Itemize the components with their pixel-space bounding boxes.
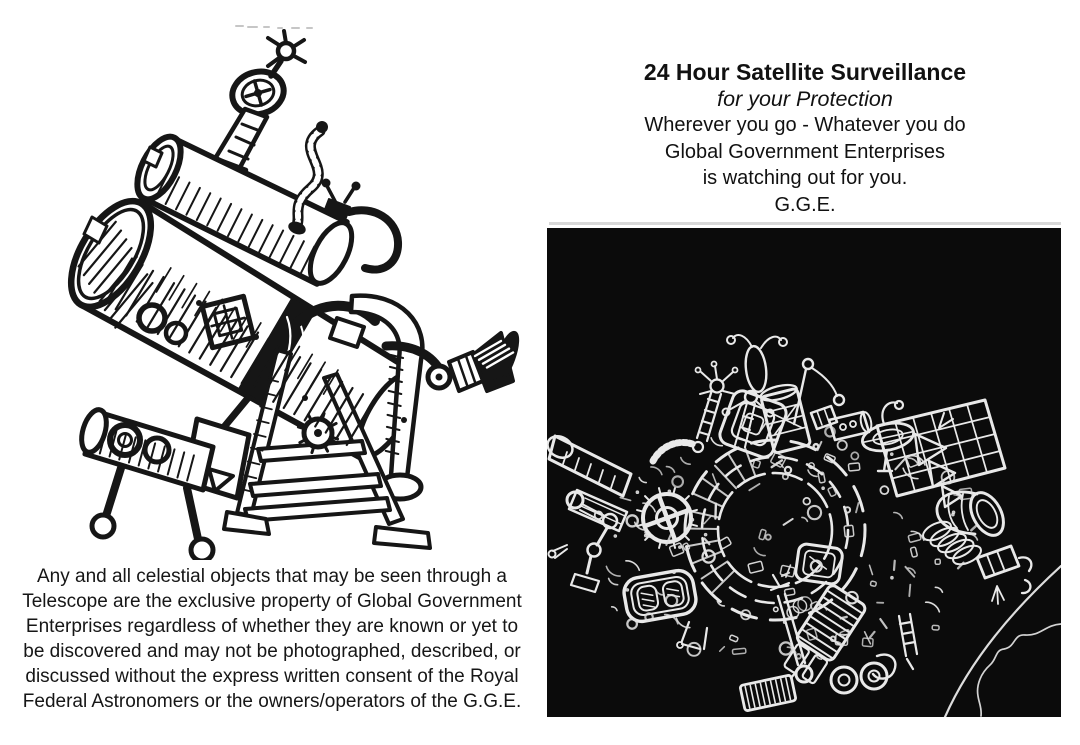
earth-horizon: [945, 566, 1061, 717]
satellite-illustration: [547, 228, 1061, 717]
caption-line-5: discussed without the express written consent of the Royal: [25, 666, 519, 687]
scan-speckles: [236, 26, 312, 28]
caption-line-2: Telescope are the exclusive property of Global Government: [22, 591, 522, 612]
caption-line-6: Federal Astronomers or the owners/operators of the G.G.E.: [22, 691, 522, 712]
caption-line-1: Any and all celestial objects that may be seen through a: [36, 566, 507, 587]
grill-plate: [740, 675, 796, 711]
bellows-stack: [920, 518, 984, 568]
header-line-3: is watching out for you.: [702, 167, 908, 189]
header-subtitle: for your Protection: [717, 86, 893, 111]
telescope-caption: [4, 564, 540, 714]
panel-top-edge: [549, 222, 1061, 225]
window-pod: [622, 568, 699, 623]
finder-scope: [77, 398, 249, 560]
satellite-panel: [547, 228, 1061, 717]
surveillance-header: [548, 59, 1062, 218]
header-line-4: G.G.E.: [774, 193, 836, 216]
caption-line-3: Enterprises regardless of whether they are known or yet to: [25, 616, 519, 637]
header-title: 24 Hour Satellite Surveillance: [643, 59, 967, 85]
telescope-body: [55, 26, 523, 560]
screen-pod: [795, 543, 844, 585]
header-line-2: Global Government Enterprises: [664, 140, 946, 163]
header-line-1: Wherever you go - Whatever you do: [644, 114, 966, 136]
caption-line-4: be discovered and may not be photographed, described, or: [23, 641, 521, 662]
satellite-cluster: [547, 335, 1061, 717]
telescope-illustration: [0, 0, 540, 560]
